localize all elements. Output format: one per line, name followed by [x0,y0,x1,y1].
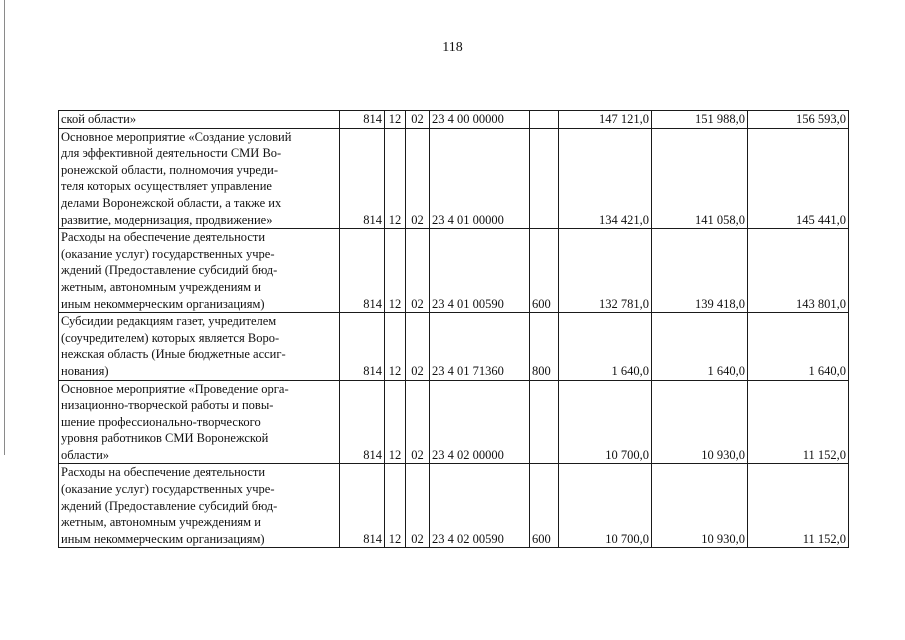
year1-amount-cell: 1 640,0 [559,313,652,380]
expense-type-cell: 600 [530,229,559,313]
item-name-cell [59,128,340,229]
item-name-line: Основное мероприятие «Создание условий [61,129,292,144]
table-row [59,313,849,380]
year3-amount-cell: 1 640,0 [748,313,849,380]
item-name-cell [59,313,340,380]
item-name-line: (оказание услуг) государственных учре- [61,482,275,497]
item-name-cell [59,464,340,548]
target-article-cell: 23 4 00 00000 [430,111,530,129]
grbs-code-cell: 814 [340,229,385,313]
year3-amount-cell: 145 441,0 [748,128,849,229]
year1-amount-cell: 10 700,0 [559,464,652,548]
grbs-code-cell: 814 [340,464,385,548]
target-article-cell: 23 4 01 71360 [430,313,530,380]
item-name-line: жетным, автономным учреждениям и [61,279,261,294]
section-code-cell: 12 [385,128,406,229]
item-name-line: жетным, автономным учреждениям и [61,515,261,530]
section-code-cell: 12 [385,111,406,129]
year2-amount-cell: 10 930,0 [652,380,748,464]
subsection-code-cell: 02 [406,229,430,313]
item-name-line: (соучредителем) которых является Воро- [61,330,280,345]
item-name-line: теля которых осуществляет управление [61,179,272,194]
item-name-line: иным некоммерческим организациям) [61,296,265,311]
item-name-line: ронежской области, полномочия учреди- [61,162,279,177]
item-name-line: развитие, модернизация, продвижение» [61,212,273,227]
expense-type-cell [530,380,559,464]
item-name-line: нования) [61,363,109,378]
item-name-line: нежская область (Иные бюджетные ассиг- [61,347,286,362]
year2-amount-cell: 151 988,0 [652,111,748,129]
item-name-cell [59,380,340,464]
item-name-line: области» [61,447,110,462]
item-name-line: низационно-творческой работы и повы- [61,398,274,413]
item-name-line: Основное мероприятие «Проведение орга- [61,381,289,396]
expense-type-cell: 800 [530,313,559,380]
expense-type-cell [530,111,559,129]
item-name-line: для эффективной деятельности СМИ Во- [61,146,282,161]
section-code-cell: 12 [385,464,406,548]
budget-table-body [59,111,849,548]
grbs-code-cell: 814 [340,380,385,464]
item-name-line: ждений (Предоставление субсидий бюд- [61,263,278,278]
target-article-cell: 23 4 02 00000 [430,380,530,464]
year1-amount-cell: 134 421,0 [559,128,652,229]
item-name-line: Расходы на обеспечение деятельности [61,465,266,480]
table-row [59,111,849,129]
year3-amount-cell: 11 152,0 [748,464,849,548]
table-row [59,380,849,464]
year2-amount-cell: 139 418,0 [652,229,748,313]
year2-amount-cell: 141 058,0 [652,128,748,229]
year1-amount-cell: 132 781,0 [559,229,652,313]
table-row [59,128,849,229]
item-name-line: ской области» [61,112,137,126]
grbs-code-cell: 814 [340,128,385,229]
expense-type-cell: 600 [530,464,559,548]
year2-amount-cell: 1 640,0 [652,313,748,380]
item-name-line: Расходы на обеспечение деятельности [61,230,266,245]
grbs-code-cell: 814 [340,313,385,380]
year3-amount-cell: 156 593,0 [748,111,849,129]
item-name-line: Субсидии редакциям газет, учредителем [61,314,277,329]
year1-amount-cell: 147 121,0 [559,111,652,129]
item-name-cell [59,229,340,313]
item-name-line: шение профессионально-творческого [61,414,261,429]
subsection-code-cell: 02 [406,128,430,229]
table-row [59,464,849,548]
page-left-rule [4,0,5,455]
item-name-line: (оказание услуг) государственных учре- [61,246,275,261]
target-article-cell: 23 4 01 00590 [430,229,530,313]
subsection-code-cell: 02 [406,464,430,548]
subsection-code-cell: 02 [406,380,430,464]
target-article-cell: 23 4 02 00590 [430,464,530,548]
item-name-line: иным некоммерческим организациям) [61,531,265,546]
section-code-cell: 12 [385,229,406,313]
year3-amount-cell: 11 152,0 [748,380,849,464]
page-number: 118 [442,40,463,55]
year1-amount-cell: 10 700,0 [559,380,652,464]
section-code-cell: 12 [385,380,406,464]
item-name-line: уровня работников СМИ Воронежской [61,431,269,446]
table-row [59,229,849,313]
year3-amount-cell: 143 801,0 [748,229,849,313]
subsection-code-cell: 02 [406,313,430,380]
item-name-line: делами Воронежской области, а также их [61,195,282,210]
item-name-line: ждений (Предоставление субсидий бюд- [61,498,278,513]
expense-type-cell [530,128,559,229]
item-name-cell [59,111,340,129]
grbs-code-cell: 814 [340,111,385,129]
subsection-code-cell: 02 [406,111,430,129]
target-article-cell: 23 4 01 00000 [430,128,530,229]
year2-amount-cell: 10 930,0 [652,464,748,548]
budget-table [58,110,849,548]
section-code-cell: 12 [385,313,406,380]
